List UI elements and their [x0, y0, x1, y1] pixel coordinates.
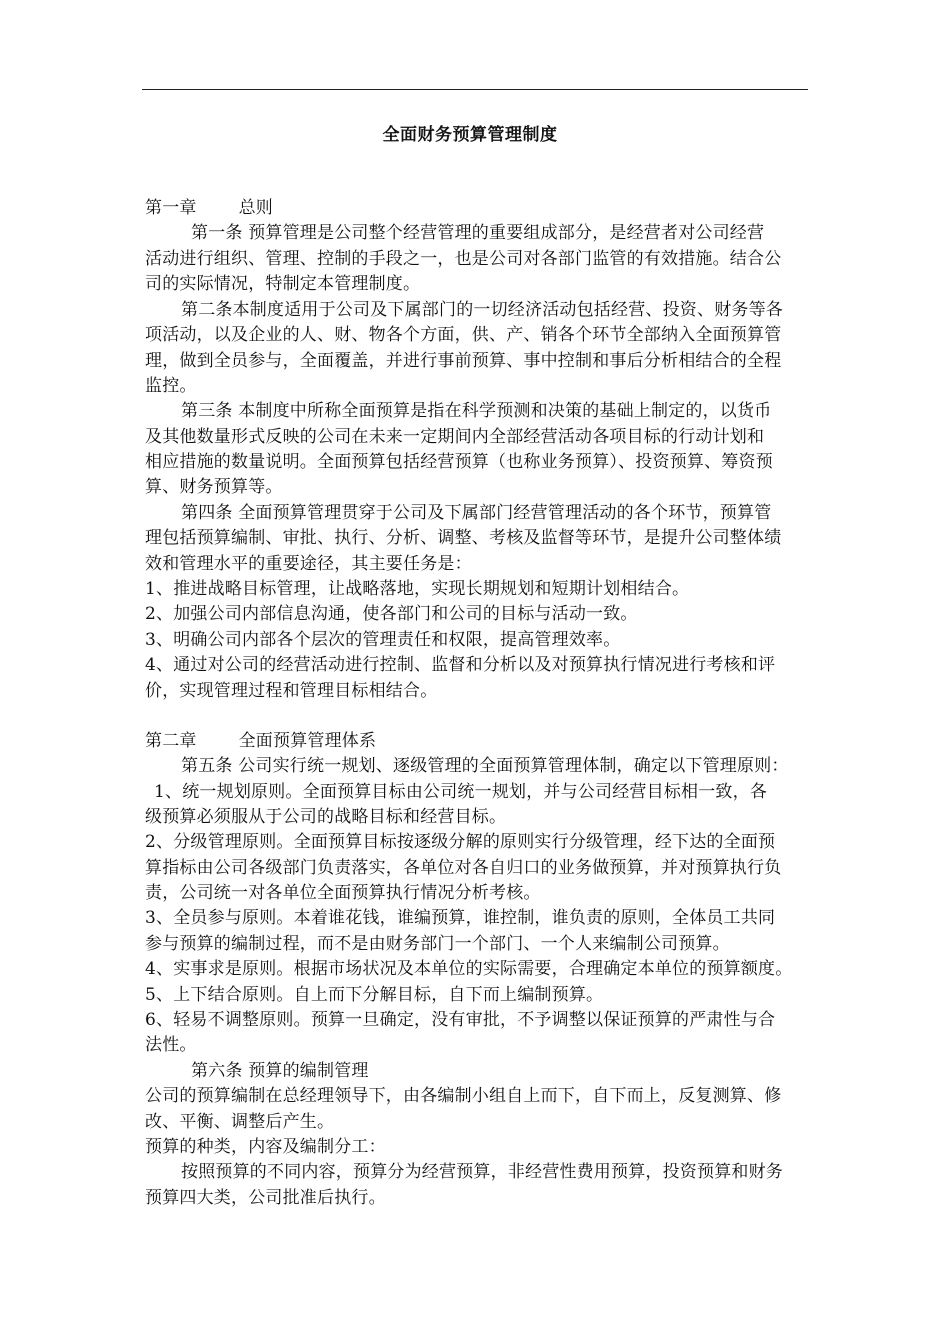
- text-line: 改、平衡、调整后产生。: [145, 1112, 335, 1132]
- text-line: 司的实际情况，特制定本管理制度。: [145, 274, 421, 294]
- text-line: 责，公司统一对各单位全面预算执行情况分析考核。: [145, 883, 541, 903]
- list-item: 5、上下结合原则。自上而下分解目标，自下而上编制预算。: [145, 985, 604, 1005]
- text-line: 第一条 预算管理是公司整个经营管理的重要组成部分，是经营者对公司经营: [191, 223, 765, 243]
- text-line: 活动进行组织、管理、控制的手段之一，也是公司对各部门监管的有效措施。结合公: [145, 249, 782, 269]
- text-line: 第二条本制度适用于公司及下属部门的一切经济活动包括经营、投资、财务等各: [181, 300, 783, 320]
- text-line: 算指标由公司各级部门负责落实，各单位对各自归口的业务做预算，并对预算执行负: [145, 858, 782, 878]
- list-item: 3、明确公司内部各个层次的管理责任和权限，提高管理效率。: [145, 630, 621, 650]
- text-line: 效和管理水平的重要途径，其主要任务是：: [145, 554, 472, 574]
- text-line: 法性。: [145, 1035, 197, 1055]
- text-line: 理，做到全员参与，全面覆盖，并进行事前预算、事中控制和事后分析相结合的全程: [145, 351, 782, 371]
- text-line: 级预算必须服从于公司的战略目标和经营目标。: [145, 807, 507, 827]
- chapter-2-number: 第二章: [145, 731, 197, 751]
- chapter-2-heading: [145, 729, 376, 753]
- list-item: 1、统一规划原则。全面预算目标由公司统一规划，并与公司经营目标相一致，各: [154, 782, 768, 802]
- text-line: 第四条 全面预算管理贯穿于公司及下属部门经营管理活动的各个环节，预算管: [181, 503, 772, 523]
- list-item: 2、加强公司内部信息沟通，使各部门和公司的目标与活动一致。: [145, 604, 638, 624]
- text-line: 公司的预算编制在总经理领导下，由各编制小组自上而下，自下而上，反复测算、修: [145, 1086, 782, 1106]
- text-line: 预算四大类，公司批准后执行。: [145, 1188, 386, 1208]
- text-line: 按照预算的不同内容，预算分为经营预算，非经营性费用预算，投资预算和财务: [181, 1162, 783, 1182]
- document-title: 全面财务预算管理制度: [382, 125, 558, 145]
- chapter-1-heading: [145, 196, 273, 220]
- chapter-1-name: 总则: [238, 198, 274, 218]
- list-item: 6、轻易不调整原则。预算一旦确定，没有审批，不予调整以保证预算的严肃性与合: [145, 1010, 776, 1030]
- text-line: 相应措施的数量说明。全面预算包括经营预算（也称业务预算）、投资预算、筹资预: [145, 452, 773, 472]
- text-line: 理包括预算编制、审批、执行、分析、调整、考核及监督等环节，是提升公司整体绩: [145, 528, 782, 548]
- text-line: 项活动，以及企业的人、财、物各个方面，供、产、销各个环节全部纳入全面预算管: [145, 325, 782, 345]
- text-line: 价，实现管理过程和管理目标相结合。: [145, 681, 438, 701]
- chapter-2-name: 全面预算管理体系: [238, 731, 377, 751]
- article-6-heading: 第六条 预算的编制管理: [191, 1061, 369, 1081]
- list-item: 1、推进战略目标管理，让战略落地，实现长期规划和短期计划相结合。: [145, 579, 690, 599]
- text-line: 算、财务预算等。: [145, 477, 283, 497]
- text-line: 预算的种类，内容及编制分工：: [145, 1137, 386, 1157]
- text-line: 参与预算的编制过程，而不是由财务部门一个部门、一个人来编制公司预算。: [145, 934, 730, 954]
- chapter-1-number: 第一章: [145, 198, 197, 218]
- header-rule: [142, 89, 808, 90]
- text-line: 监控。: [145, 376, 197, 396]
- text-line: 及其他数量形式反映的公司在未来一定期间内全部经营活动各项目标的行动计划和: [145, 427, 765, 447]
- text-line: 第五条 公司实行统一规划、逐级管理的全面预算管理体制，确定以下管理原则：: [181, 756, 789, 776]
- text-line: 第三条 本制度中所称全面预算是指在科学预测和决策的基础上制定的，以货币: [181, 401, 772, 421]
- list-item: 4、实事求是原则。根据市场状况及本单位的实际需要，合理确定本单位的预算额度。: [145, 959, 793, 979]
- list-item: 2、分级管理原则。全面预算目标按逐级分解的原则实行分级管理，经下达的全面预: [145, 832, 776, 852]
- list-item: 3、全员参与原则。本着谁花钱，谁编预算，谁控制，谁负责的原则，全体员工共同: [145, 908, 776, 928]
- list-item: 4、通过对公司的经营活动进行控制、监督和分析以及对预算执行情况进行考核和评: [145, 655, 776, 675]
